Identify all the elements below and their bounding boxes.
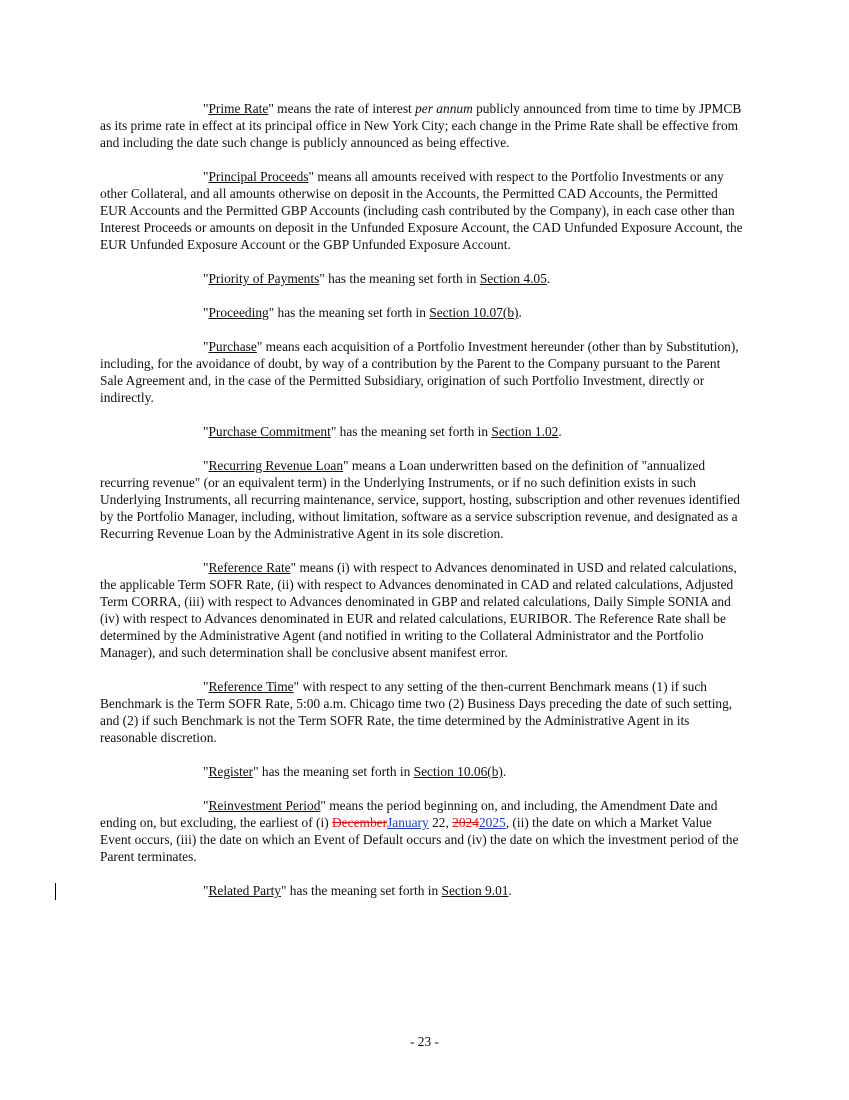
defined-term: Purchase Commitment bbox=[208, 424, 331, 439]
defined-term: Related Party bbox=[208, 883, 281, 898]
inserted-text: January bbox=[387, 815, 429, 830]
defined-term: Reference Rate bbox=[208, 560, 291, 575]
definition-register: "Register" has the meaning set forth in Section 10.06(b). bbox=[203, 764, 507, 779]
page-number: - 23 - bbox=[409, 1034, 439, 1049]
defined-term: Proceeding bbox=[208, 305, 269, 320]
definition-proceeding: "Proceeding" has the meaning set forth in Section 10.07(b). bbox=[203, 305, 522, 320]
definition-priority-of-payments: "Priority of Payments" has the meaning set forth in Section 4.05. bbox=[203, 271, 551, 286]
definition-related-party: "Related Party" has the meaning set forth in Section 9.01. bbox=[203, 883, 512, 898]
defined-term: Purchase bbox=[208, 339, 257, 354]
definition-principal-proceeds: "Principal Proceeds" means all amounts received with respect to the Portfolio Investments or any other Collateral, and all amounts otherwise on deposit in the Accounts, the Permitted CAD Accounts, the Permitted EUR Accounts and the Permitted GBP Accounts (including cash contributed by the Company), in each case other than Interest Proceeds or amounts on deposit in the Unfunded Exposure Account, the CAD Unfunded Exposure Account, the EUR Unfunded Exposure Account or the GBP Unfunded Exposure Account. bbox=[100, 169, 743, 252]
definition-recurring-revenue-loan: "Recurring Revenue Loan" means a Loan underwritten based on the definition of "annualized recurring revenue" (or an equivalent term) in the Underlying Instruments, or if no such definition exists in such Underlying Instruments, all recurring maintenance, service, support, hosting, subscription and other revenues identified by the Portfolio Manager, including, without limitation, software as a service subscription revenue, and designated as a Recurring Revenue Loan by the Administrative Agent in its sole discretion. bbox=[100, 458, 740, 541]
section-reference: Section 10.06(b) bbox=[413, 764, 503, 779]
definition-purchase-commitment: "Purchase Commitment" has the meaning set forth in Section 1.02. bbox=[203, 424, 562, 439]
inserted-text: 2025 bbox=[478, 815, 506, 830]
definition-prime-rate: "Prime Rate" means the rate of interest per annum publicly announced from time to time by JPMCB as its prime rate in effect at its principal office in New York City; each change in the Prime Rate shall be effective from and including the date such change is publicly announced as being effective. bbox=[100, 101, 742, 150]
defined-term: Principal Proceeds bbox=[208, 169, 309, 184]
definition-purchase: "Purchase" means each acquisition of a Portfolio Investment hereunder (other than by Substitution), including, for the avoidance of doubt, by way of a contribution by the Parent to the Company pursuant to the Parent Sale Agreement and, in the case of the Permitted Subsidiary, origination of such Portfolio Investment, directly or indirectly. bbox=[100, 339, 739, 405]
defined-term: Reference Time bbox=[208, 679, 294, 694]
defined-term: Recurring Revenue Loan bbox=[208, 458, 344, 473]
definition-reference-rate: "Reference Rate" means (i) with respect to Advances denominated in USD and related calculations, the applicable Term SOFR Rate, (ii) with respect to Advances denominated in CAD and related calculations, Adjusted Term CORRA, (iii) with respect to Advances denominated in GBP and related calculations, Daily Simple SONIA and (iv) with respect to Advances denominated in EUR and related calculations, EURIBOR. The Reference Rate shall be determined by the Administrative Agent (and notified in writing to the Collateral Administrator and the Portfolio Manager), and such determination shall be conclusive absent manifest error. bbox=[100, 560, 737, 660]
defined-term: Reinvestment Period bbox=[208, 798, 321, 813]
section-reference: Section 9.01 bbox=[441, 883, 509, 898]
section-reference: Section 10.07(b) bbox=[429, 305, 519, 320]
defined-term: Prime Rate bbox=[208, 101, 269, 116]
deleted-text: 2024 bbox=[452, 815, 479, 830]
defined-term: Priority of Payments bbox=[208, 271, 320, 286]
section-reference: Section 4.05 bbox=[479, 271, 547, 286]
change-bar bbox=[55, 883, 56, 900]
definitions-section bbox=[100, 100, 745, 916]
deleted-text: December bbox=[332, 815, 388, 830]
defined-term: Register bbox=[208, 764, 254, 779]
definition-reference-time: "Reference Time" with respect to any setting of the then-current Benchmark means (1) if such Benchmark is the Term SOFR Rate, 5:00 a.m. Chicago time two (2) Business Days preceding the date of such setting, and (2) if such Benchmark is not the Term SOFR Rate, the time determined by the Administrative Agent in its reasonable discretion. bbox=[100, 679, 733, 745]
section-reference: Section 1.02 bbox=[491, 424, 559, 439]
definition-reinvestment-period: "Reinvestment Period" means the period beginning on, and including, the Amendment Date and ending on, but excluding, the earliest of (i) DecemberJanuary 22, 20242025, (ii) the date on which a Market Value Event occurs, (iii) the date on which an Event of Default occurs and (iv) the date on which the investment period of the Parent terminates. bbox=[100, 798, 739, 864]
